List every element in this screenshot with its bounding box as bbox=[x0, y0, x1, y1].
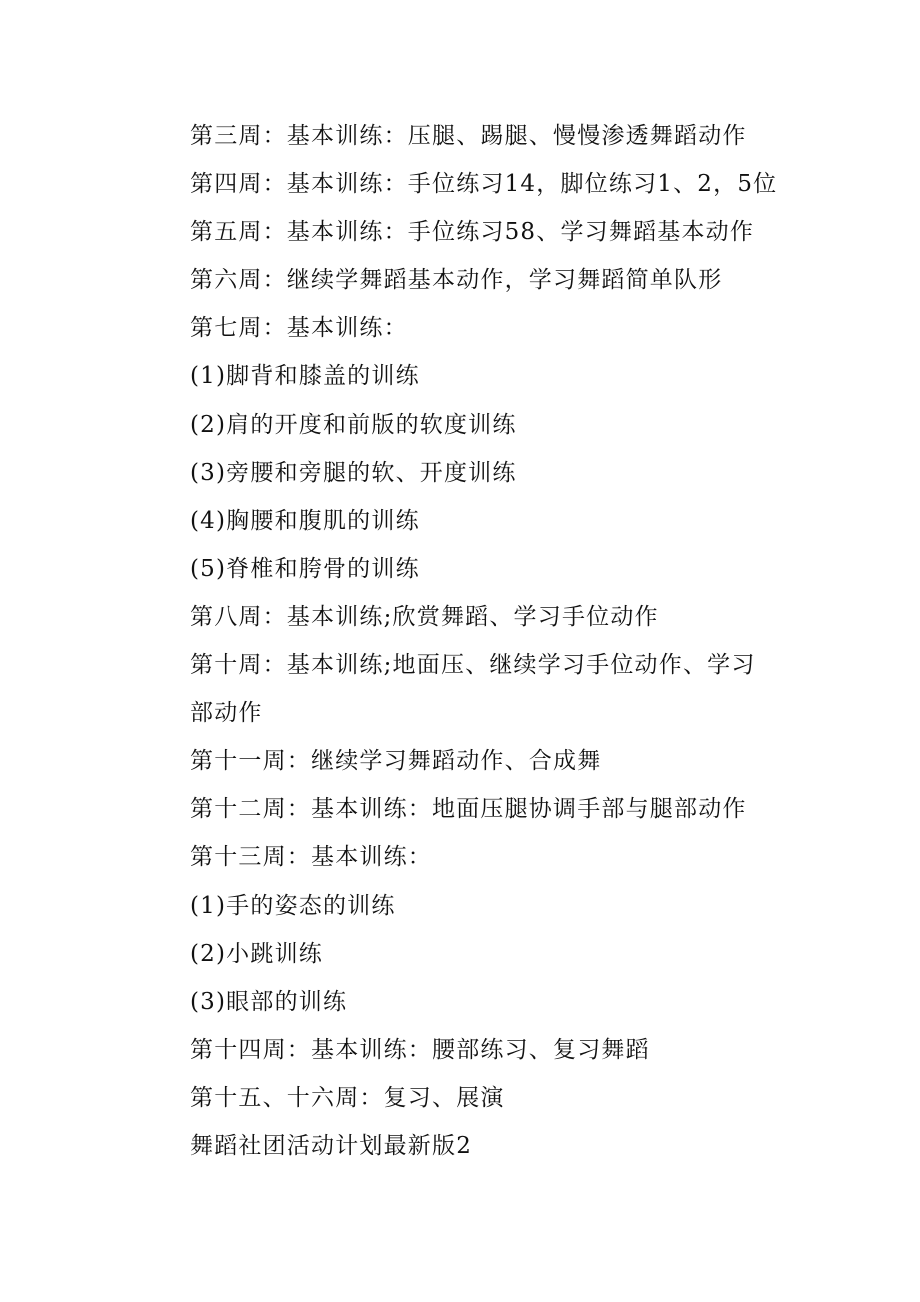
text-line-week11: 第十一周：继续学习舞蹈动作、合成舞 bbox=[190, 748, 602, 775]
text-line-week15-16: 第十五、十六周：复习、展演 bbox=[190, 1084, 505, 1111]
text-line-week12: 第十二周：基本训练：地面压腿协调手部与腿部动作 bbox=[190, 796, 747, 823]
text-line-week7-item1: (1)脚背和膝盖的训练 bbox=[190, 363, 420, 390]
text-line-week7-item2: (2)肩的开度和前版的软度训练 bbox=[190, 411, 517, 438]
text-line-week13: 第十三周：基本训练： bbox=[190, 844, 432, 871]
text-line-week5: 第五周：基本训练：手位练习58、学习舞蹈基本动作 bbox=[190, 219, 755, 246]
text-line-week7-item5: (5)脊椎和胯骨的训练 bbox=[190, 555, 420, 582]
text-line-week4: 第四周：基本训练：手位练习14，脚位练习1、2，5位 bbox=[190, 171, 778, 198]
document-heading-plan-2: 舞蹈社团活动计划最新版2 bbox=[190, 1132, 473, 1159]
text-line-week13-item2: (2)小跳训练 bbox=[190, 940, 323, 967]
text-line-week7-item3: (3)旁腰和旁腿的软、开度训练 bbox=[190, 459, 517, 486]
text-line-week10: 第十周：基本训练;地面压、继续学习手位动作、学习 bbox=[190, 652, 756, 679]
text-line-week13-item1: (1)手的姿态的训练 bbox=[190, 892, 396, 919]
text-line-week6: 第六周：继续学舞蹈基本动作，学习舞蹈简单队形 bbox=[190, 267, 723, 294]
text-line-week3: 第三周：基本训练：压腿、踢腿、慢慢渗透舞蹈动作 bbox=[190, 123, 747, 149]
text-line-week7-item4: (4)胸腰和腹肌的训练 bbox=[190, 507, 420, 534]
text-line-week14: 第十四周：基本训练：腰部练习、复习舞蹈 bbox=[190, 1036, 650, 1063]
text-line-week8: 第八周：基本训练;欣赏舞蹈、学习手位动作 bbox=[190, 603, 659, 630]
text-line-week13-item3: (3)眼部的训练 bbox=[190, 988, 348, 1015]
document-body bbox=[190, 112, 790, 1170]
text-line-week7: 第七周：基本训练： bbox=[190, 315, 408, 342]
text-line-week10-cont: 部动作 bbox=[190, 700, 263, 727]
